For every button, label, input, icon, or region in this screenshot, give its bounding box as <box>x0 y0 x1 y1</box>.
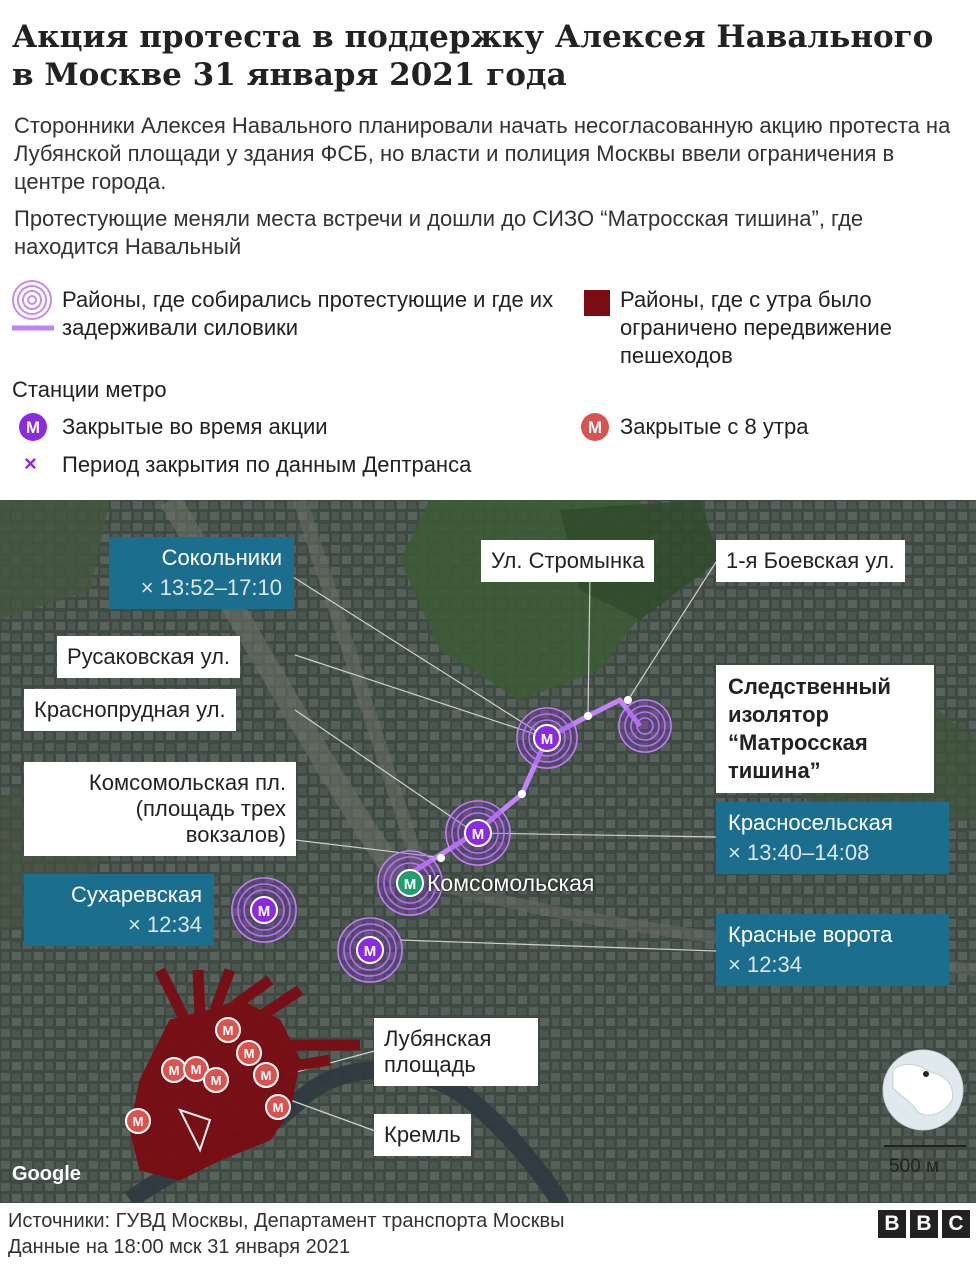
map-area <box>0 500 976 1203</box>
station-sokolniki-name: Сокольники <box>161 545 282 570</box>
metro-krasnye-vorota-marker[interactable] <box>356 936 384 964</box>
intro-paragraph: Сторонники Алексея Навального планировали начать несогласованную акцию протеста на Лубянской площади у здания ФСБ, но власти и полиция Москвы ввели ограничения в центре города. <box>14 113 951 194</box>
metro-letter: M <box>132 1114 144 1129</box>
svg-text:M: M <box>587 418 603 437</box>
metro-letter: M <box>403 876 417 893</box>
metro-closed-from-8-icon <box>580 412 610 442</box>
label-lubyanka: Лубянская площадь <box>374 1018 538 1086</box>
legend-metro-heading: Станции метро <box>12 377 167 402</box>
page-title: Акция протеста в поддержку Алексея Навального в Москве 31 января 2021 года <box>12 19 934 93</box>
station-krasnoselskaya <box>716 802 949 874</box>
metro-sokolniki-marker[interactable] <box>533 724 561 752</box>
legend-closed-from-8: Закрытые с 8 утра <box>620 414 809 439</box>
label-boevskaya: 1-я Боевская ул. <box>716 540 905 582</box>
station-sukharevskaya <box>24 874 214 946</box>
metro-letter: M <box>363 943 377 960</box>
svg-text:M: M <box>25 418 41 437</box>
bbc-letter: B <box>910 1210 938 1238</box>
station-krasnoselskaya-name: Красносельская <box>728 810 893 835</box>
route-paragraph: Протестующие меняли места встречи и дошли до СИЗО “Матросская тишина”, где находится Навальный <box>14 206 864 259</box>
label-komsomolskaya-station: Комсомольская <box>427 870 595 896</box>
bbc-letter: C <box>942 1210 970 1238</box>
metro-krasnoselskaya-marker[interactable] <box>464 819 492 847</box>
metro-closed-marker[interactable] <box>265 1094 291 1120</box>
bbc-letter: B <box>878 1210 906 1238</box>
metro-komsomolskaya-marker[interactable] <box>396 869 424 897</box>
footer <box>8 1208 565 1260</box>
metro-letter: M <box>471 826 485 843</box>
legend-restricted-areas: Районы, где с утра было ограничено передвижение пешеходов <box>620 287 892 368</box>
legend-closure-period: Период закрытия по данным Дептранса <box>62 452 472 477</box>
metro-letter: M <box>190 1062 202 1077</box>
metro-letter: M <box>210 1073 222 1088</box>
station-krasnye-vorota-time: × 12:34 <box>728 952 803 977</box>
legend-protest-areas: Районы, где собирались протестующие и где их задерживали силовики <box>62 287 554 340</box>
station-sokolniki-time: × 13:52–17:10 <box>140 575 282 600</box>
metro-letter: M <box>222 1023 234 1038</box>
metro-letter: M <box>257 903 271 920</box>
metro-closed-marker[interactable] <box>203 1067 229 1093</box>
cross-icon: × <box>24 451 37 476</box>
station-sokolniki <box>109 537 294 609</box>
scale-label: 500 м <box>889 1156 940 1177</box>
metro-letter: M <box>168 1063 180 1078</box>
footer-date: Данные на 18:00 мск 31 января 2021 <box>8 1236 351 1258</box>
label-sizo: Следственный изолятор “Матросская тишина” <box>716 665 934 793</box>
protest-area-icon <box>10 280 56 338</box>
station-krasnye-vorota <box>716 914 949 986</box>
metro-closed-marker[interactable] <box>253 1062 279 1088</box>
footer-sources: Источники: ГУВД Москвы, Департамент транспорта Москвы <box>8 1210 565 1232</box>
metro-sukharevskaya-marker[interactable] <box>250 896 278 924</box>
google-attribution: Google <box>12 1163 81 1185</box>
label-komsomolskaya-square: Комсомольская пл. (площадь трех вокзалов) <box>24 762 296 856</box>
station-krasnye-vorota-name: Красные ворота <box>728 922 893 947</box>
legend-closed-during: Закрытые во время акции <box>62 414 328 439</box>
label-kremlin: Кремль <box>374 1114 471 1156</box>
station-sukharevskaya-name: Сухаревская <box>70 882 202 907</box>
metro-letter: M <box>272 1100 284 1115</box>
metro-closed-during-icon <box>18 412 48 442</box>
label-stromynka: Ул. Стромынка <box>481 540 654 582</box>
metro-closed-marker[interactable] <box>125 1108 151 1134</box>
label-krasnoprudnaya: Краснопрудная ул. <box>24 689 236 731</box>
metro-letter: M <box>540 731 554 748</box>
station-sukharevskaya-time: × 12:34 <box>127 912 202 937</box>
restricted-area-icon <box>584 290 610 316</box>
station-krasnoselskaya-time: × 13:40–14:08 <box>728 840 870 865</box>
metro-letter: M <box>243 1046 255 1061</box>
metro-letter: M <box>260 1068 272 1083</box>
label-rusakovskaya: Русаковская ул. <box>57 636 240 678</box>
bbc-logo <box>878 1210 970 1238</box>
